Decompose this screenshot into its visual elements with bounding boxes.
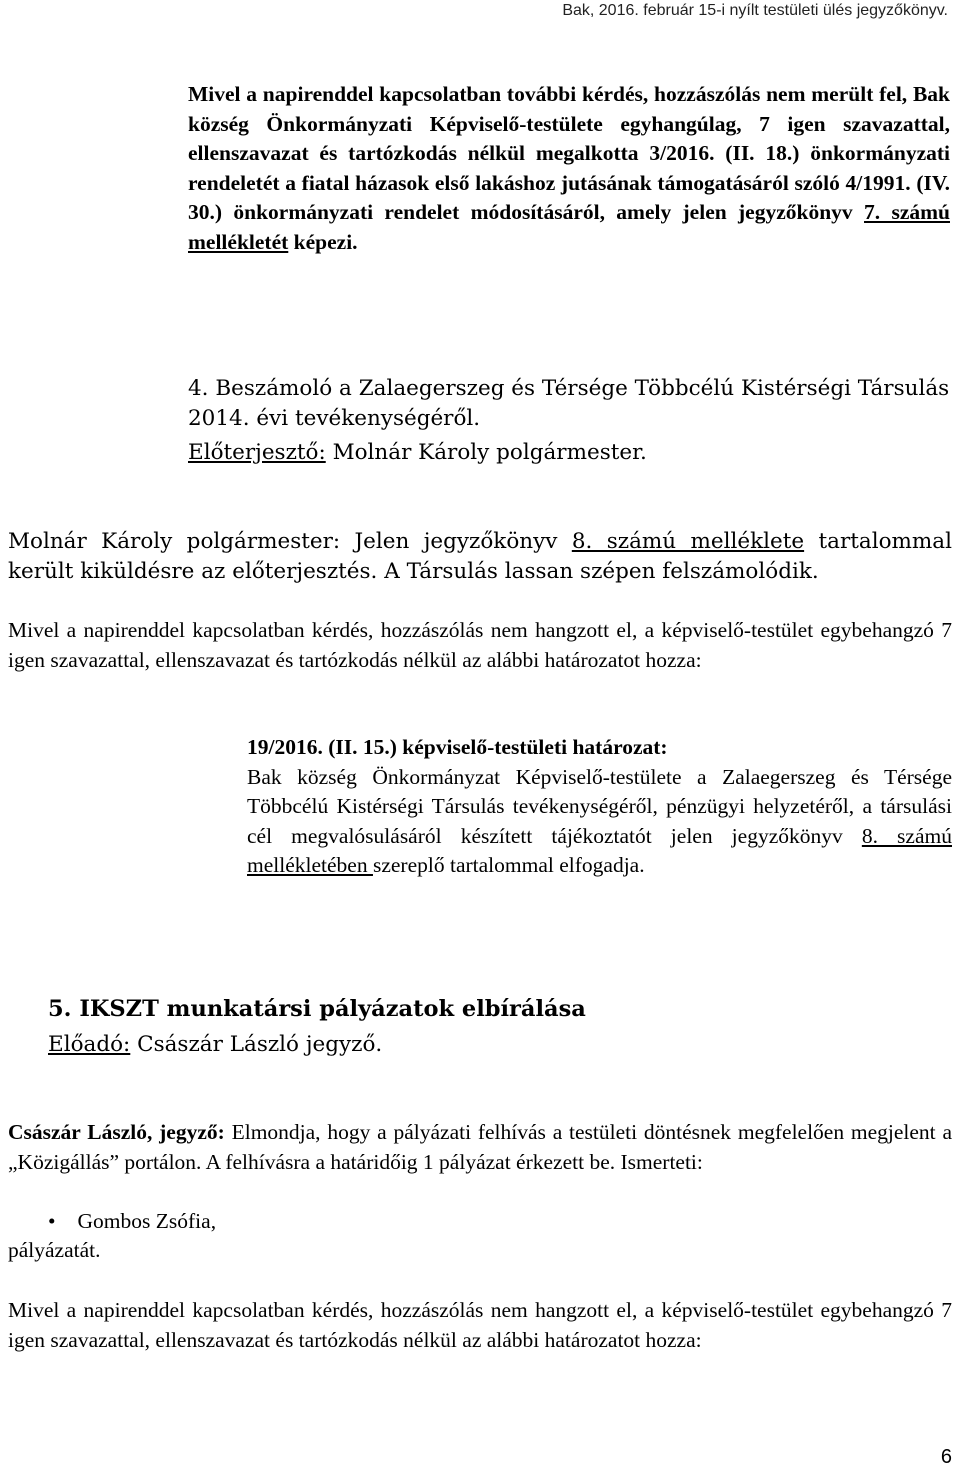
annex-8-reference: 8. számú melléklete <box>571 529 805 554</box>
after-list-text: pályázatát. <box>8 1238 101 1262</box>
page-number: 6 <box>940 1446 952 1468</box>
decision-intro-paragraph-2: Mivel a napirenddel kapcsolatban kérdés, hozzászólás nem hangzott el, a képviselő-testület egybehangzó 7 igen szavazattal, ellenszavazat és tartózkodás nélkül az alábbi határozatot hozza: <box>8 1298 952 1352</box>
mayor-statement <box>8 527 952 586</box>
applicant-list-item <box>48 1207 216 1237</box>
clerk-text: Elmondja, hogy a pályázati felhívás a testületi döntésnek megfelelően megjelent a „Közigállás” portálon. A felhívásra a határidőig 1 pályázat érkezett be. Ismerteti: <box>8 1120 952 1174</box>
page-header: Bak, 2016. február 15-i nyílt testületi ülés jegyzőkönyv. <box>562 2 948 19</box>
clerk-statement <box>8 1118 952 1177</box>
bullet-dot-icon: • <box>48 1209 56 1233</box>
decree-text: Mivel a napirenddel kapcsolatban további kérdés, hozzászólás nem merült fel, Bak község Önkormányzati Képviselő-testülete egyhangúlag, 7 igen szavazattal, ellenszavazat és tartózkodás nélkül megalkotta 3/2016. (II. 18.) önkormányzati rendeletét a fiatal házasok első lakáshoz jutásának támogatásáról szóló 4/1991. (IV. 30.) önkormányzati rendelet módosításáról, amely jelen jegyzőkönyv <box>188 82 950 225</box>
presenter-name-5: Császár László jegyző. <box>130 1032 383 1057</box>
annex-8-reference-2: 8. számú mellékletében <box>247 823 952 878</box>
statement-text-2: tartalommal került kiküldésre az előterjesztés. A Társulás lassan szépen felszámolódik. <box>8 529 952 584</box>
annex-7-reference: 7. számú mellékletét <box>188 200 950 254</box>
decision-intro-paragraph: Mivel a napirenddel kapcsolatban kérdés, hozzászólás nem hangzott el, a képviselő-testület egybehangzó 7 igen szavazattal, ellenszavazat és tartózkodás nélkül az alábbi határozatot hozza: <box>8 618 952 672</box>
agenda-item-5-title: 5. IKSZT munkatársi pályázatok elbírálása <box>48 996 586 1022</box>
presenter-label: Előterjesztő: <box>188 440 326 465</box>
speaker-clerk: Császár László, jegyző: <box>8 1120 225 1144</box>
resolution-block <box>247 733 952 881</box>
agenda-item-5-presenter <box>48 1030 952 1060</box>
resolution-number: 19/2016. (II. 15.) képviselő-testületi határozat: <box>247 735 668 759</box>
agenda-item-4-title: 4. Beszámoló a Zalaegerszeg és Térsége Többcélú Kistérségi Társulás 2014. évi tevékenységéről. <box>188 376 950 431</box>
resolution-text: Bak község Önkormányzat Képviselő-testülete a Zalaegerszeg és Térsége Többcélú Kistérségi Társulás tevékenységéről, pénzügyi helyzetéről, a társulási cél megvalósulásáról készített tájékoztatót jelen jegyzőkönyv 8. számú mellékletében szereplő tartalommal elfogadja. <box>247 764 952 878</box>
decree-tail: képezi. <box>288 229 358 254</box>
presenter-label-5: Előadó: <box>48 1032 131 1057</box>
decree-paragraph <box>188 80 950 258</box>
speaker-mayor: Molnár Károly polgármester: <box>8 529 341 554</box>
presenter-name: Molnár Károly polgármester. <box>325 440 647 465</box>
statement-text: Jelen jegyzőkönyv <box>340 529 572 554</box>
agenda-item-4-presenter <box>188 438 950 468</box>
applicant-name: Gombos Zsófia, <box>77 1209 217 1233</box>
